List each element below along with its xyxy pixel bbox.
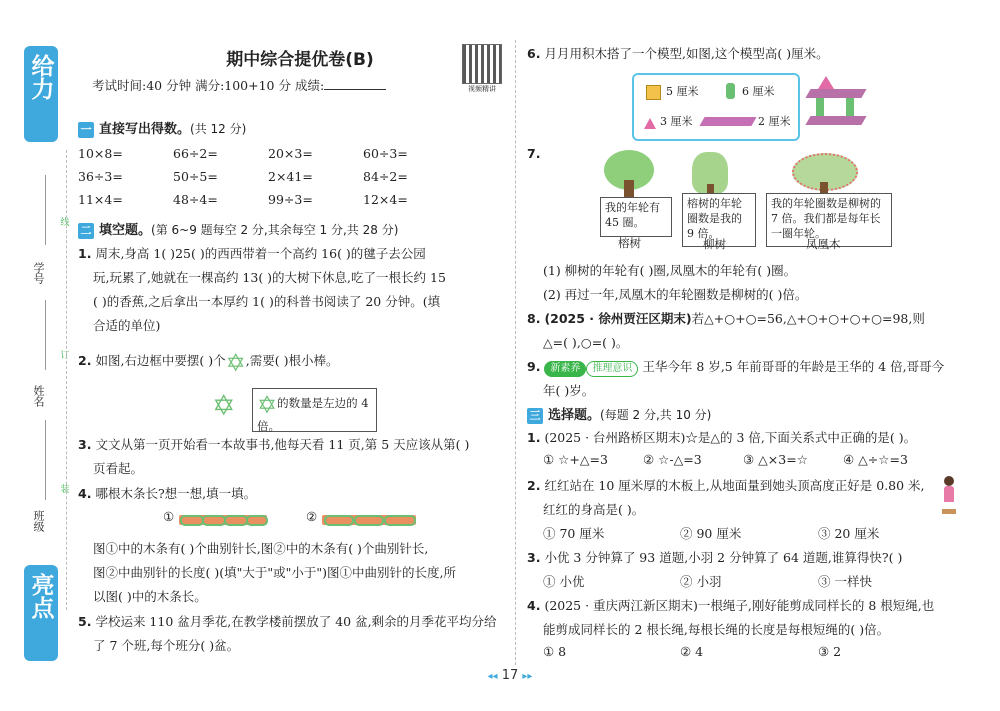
- c4-option-3[interactable]: ③ 2: [818, 644, 842, 659]
- c1-option-2[interactable]: ② ☆-△=3: [643, 452, 702, 467]
- calc-item[interactable]: 2×41=: [268, 169, 313, 184]
- c1-option-1[interactable]: ① ☆+△=3: [543, 452, 608, 467]
- c4-option-1[interactable]: ① 8: [543, 644, 567, 659]
- cut-mark-icon: 线: [60, 218, 70, 228]
- section-1-num: 一: [78, 122, 94, 138]
- q2-box-note: 的数量是左边的 4 倍。: [257, 396, 369, 433]
- c2-option-1[interactable]: ① 70 厘米: [543, 526, 605, 541]
- cylinder-block-icon: [726, 83, 735, 99]
- q2-number: 2.: [78, 353, 92, 368]
- paperclip-icon: [180, 515, 204, 526]
- banyan-trunk: [624, 180, 634, 198]
- brand-tab-top: [24, 46, 58, 142]
- page-footer: [480, 668, 540, 683]
- q4-number: 4.: [78, 486, 92, 501]
- q3-line-2: 页看起。: [93, 461, 144, 476]
- calc-row: [78, 188, 458, 211]
- tree-name-willow: 柳树: [703, 237, 726, 251]
- paperclip-icon: [224, 515, 248, 526]
- new-literacy-badge: 新素养: [544, 361, 586, 377]
- paperclip-icon: [202, 515, 226, 526]
- q9-line-2[interactable]: 年( )岁。: [543, 383, 595, 398]
- board-block-icon: [699, 117, 756, 126]
- brand-tab-bottom: [24, 565, 58, 661]
- q2-text-a[interactable]: 如图,右边框中要摆( )个: [95, 353, 226, 368]
- calc-item[interactable]: 10×8=: [78, 146, 123, 161]
- q5-number: 5.: [78, 614, 92, 629]
- calc-item[interactable]: 84÷2=: [363, 169, 408, 184]
- cut-mark-icon: 订: [60, 351, 70, 361]
- q7-sub-1[interactable]: (1) 柳树的年轮有( )圈,凤凰木的年轮有( )圈。: [543, 263, 797, 278]
- calc-item[interactable]: 60÷3=: [363, 146, 408, 161]
- section-1-note: (共 12 分): [190, 122, 247, 136]
- section-2-title: 填空题。: [99, 223, 152, 238]
- block-legend-box: [632, 73, 800, 141]
- q8-number: 8.: [527, 311, 541, 326]
- calc-item[interactable]: 50÷5=: [173, 169, 218, 184]
- qr-code-icon: [462, 44, 502, 84]
- calc-item[interactable]: 99÷3=: [268, 192, 313, 207]
- q6-text[interactable]: 月月用积木搭了一个模型,如图,这个模型高( )厘米。: [544, 46, 829, 61]
- c4-line-2[interactable]: 能剪成同样长的 2 根长绳,每根长绳的长度是每根短绳的( )倍。: [543, 622, 890, 637]
- q8-line-1: [527, 309, 925, 327]
- c3-text[interactable]: 小优 3 分钟算了 93 道题,小羽 2 分钟算了 64 道题,谁算得快?( ): [544, 550, 903, 565]
- binding-strip: [0, 0, 70, 711]
- c4-option-2[interactable]: ② 4: [680, 644, 704, 659]
- paperclip-icon: [354, 515, 384, 526]
- q2-text-b[interactable]: ,需要( )根小棒。: [245, 353, 339, 368]
- q7-number: [527, 146, 540, 161]
- c3-option-2[interactable]: ② 小羽: [680, 574, 722, 589]
- tree-name-phoenix: 凤凰木: [806, 237, 841, 251]
- c1-option-4[interactable]: ④ △÷☆=3: [843, 452, 908, 467]
- c3-line: [527, 548, 902, 566]
- section-2-note: (第 6~9 题每空 2 分,其余每空 1 分,共 28 分): [151, 223, 399, 237]
- class-label: 班级: [32, 510, 45, 532]
- section-2-heading: [78, 219, 398, 239]
- c2-number: 2.: [527, 478, 541, 493]
- student-id-label: 学号: [32, 262, 45, 284]
- c2-option-3[interactable]: ③ 20 厘米: [818, 526, 880, 541]
- calc-item[interactable]: 11×4=: [78, 192, 123, 207]
- paperclip-icon: [384, 515, 416, 526]
- tree-name-banyan: 榕树: [618, 236, 641, 250]
- q9-number: 9.: [527, 359, 541, 374]
- c3-number: 3.: [527, 550, 541, 565]
- cube-block-icon: [646, 85, 661, 100]
- q1-line-2[interactable]: 玩,玩累了,她就在一棵高约 13( )的大树下休息,吃了一根长约 15: [93, 270, 446, 285]
- q1-line-3[interactable]: ( )的香蕉,之后拿出一本厚约 1( )的科普书阅读了 20 分钟。(填: [93, 294, 441, 309]
- q4-figure-1-label: ①: [163, 509, 175, 524]
- section-3-note: (每题 2 分,共 10 分): [600, 408, 712, 422]
- q7-number-text: 7.: [527, 146, 541, 161]
- model-top-triangle-icon: [818, 76, 834, 89]
- brand-tab-top-text: 给力: [27, 54, 54, 100]
- exam-meta-text: 考试时间:40 分钟 满分:100+10 分 成绩:: [92, 78, 325, 93]
- q4-intro: [78, 484, 256, 502]
- c2-line-1: [527, 476, 925, 494]
- paperclip-icon: [246, 515, 268, 526]
- section-2-num: 二: [78, 223, 94, 239]
- q5-line-1: [78, 612, 497, 630]
- prev-arrow-icon: ◂◂: [487, 671, 498, 682]
- q8-equation: 若△+○+○=56,△+○+○+○+○=98,则: [691, 311, 925, 326]
- section-3-title: 选择题。: [548, 408, 601, 423]
- calc-item[interactable]: 20×3=: [268, 146, 313, 161]
- cut-mark-icon: 装: [60, 485, 70, 495]
- q5-text-1: 学校运来 110 盆月季花,在教学楼前摆放了 40 盆,剩余的月季花平均分给: [95, 614, 497, 629]
- calc-row: [78, 165, 458, 188]
- name-line: [45, 300, 46, 370]
- c4-text-1: (2025 · 重庆两江新区期末)一根绳子,刚好能剪成同样长的 8 根短绳,也: [544, 598, 935, 613]
- calc-item[interactable]: 66÷2=: [173, 146, 218, 161]
- q1-line-4: 合适的单位): [93, 318, 161, 333]
- q2-answer-box[interactable]: [252, 388, 377, 432]
- q3-number: 3.: [78, 437, 92, 452]
- calc-item[interactable]: 12×4=: [363, 192, 408, 207]
- student-id-line: [45, 175, 46, 245]
- c1-line: [527, 428, 916, 446]
- model-lower-board-icon: [805, 116, 866, 125]
- q1-line-1: [78, 244, 426, 262]
- calc-item[interactable]: 36÷3=: [78, 169, 123, 184]
- qr-code[interactable]: [462, 44, 502, 93]
- next-arrow-icon: ▸▸: [522, 671, 533, 682]
- hexagram-icon: ✡: [225, 349, 246, 377]
- section-3-heading: [527, 404, 711, 424]
- page-number: 17: [501, 668, 519, 683]
- q3-line-1: [78, 435, 469, 453]
- score-blank[interactable]: [324, 77, 386, 90]
- reasoning-badge: 推理意识: [586, 361, 638, 377]
- block-label-6cm: 6 厘米: [742, 85, 775, 98]
- q1-number: 1.: [78, 246, 92, 261]
- q7-sub-2[interactable]: (2) 再过一年,凤凰木的年轮圈数是柳树的( )倍。: [543, 287, 808, 302]
- c2-line-2[interactable]: 红红的身高是( )。: [543, 502, 645, 517]
- c3-option-3[interactable]: ③ 一样快: [818, 574, 872, 589]
- section-1-heading: [78, 118, 246, 138]
- q5-line-2[interactable]: 了 7 个班,每个班分( )盆。: [93, 638, 240, 653]
- qr-caption: 视频精讲: [468, 85, 496, 93]
- brand-tab-bottom-text: 亮点: [27, 573, 54, 619]
- q9-line-1: [527, 357, 944, 377]
- c1-text[interactable]: (2025 · 台州路桥区期末)☆是△的 3 倍,下面关系式中正确的是( )。: [544, 430, 917, 445]
- q2-line: [78, 349, 338, 377]
- q4-figure-2-label: ②: [306, 509, 318, 524]
- tree-note-phoenix: 我的年轮圈数是柳树的 7 倍。我们都是每年长一圈年轮。: [766, 193, 892, 247]
- tree-note-banyan: 我的年轮有 45 圈。: [600, 197, 672, 237]
- name-label: 姓名: [32, 385, 45, 407]
- triangle-block-icon: [644, 118, 656, 129]
- q6-line: [527, 44, 829, 62]
- q6-number: 6.: [527, 46, 541, 61]
- block-label-3cm: 3 厘米: [660, 115, 693, 128]
- girl-on-board-icon: [942, 476, 956, 514]
- calc-grid: [78, 142, 458, 211]
- block-label-5cm: 5 厘米: [666, 85, 699, 98]
- exam-meta: [92, 76, 386, 94]
- q8-answer-line[interactable]: △=( ),○=( )。: [543, 335, 629, 350]
- hexagram-icon: ✡: [257, 391, 278, 419]
- c3-option-1[interactable]: ① 小优: [543, 574, 585, 589]
- tree-note-willow: 榕树的年轮圈数是我的 9 倍。: [682, 193, 756, 247]
- q9-text: 王华今年 8 岁,5 年前哥哥的年龄是王华的 4 倍,哥哥今: [642, 359, 945, 374]
- column-divider: [515, 40, 516, 665]
- c1-option-3[interactable]: ③ △×3=☆: [743, 452, 808, 467]
- block-label-2cm: 2 厘米: [758, 115, 791, 128]
- c4-number: 4.: [527, 598, 541, 613]
- q4-line-1[interactable]: 图①中的木条有( )个曲别针长,图②中的木条有( )个曲别针长,: [93, 541, 429, 556]
- class-line: [45, 420, 46, 500]
- calc-row: [78, 142, 458, 165]
- c1-number: 1.: [527, 430, 541, 445]
- q8-source: (2025 · 徐州贾汪区期末): [544, 311, 692, 326]
- c4-line-1: [527, 596, 934, 614]
- page-title: 期中综合提优卷(B): [226, 50, 374, 70]
- section-3-num: 三: [527, 408, 543, 424]
- hexagram-icon: ✡: [212, 389, 236, 422]
- paperclip-icon: [324, 515, 354, 526]
- calc-item[interactable]: 48÷4=: [173, 192, 218, 207]
- model-upper-board-icon: [805, 89, 866, 98]
- section-1-title: 直接写出得数。: [99, 122, 191, 137]
- q1-text-1[interactable]: 周末,身高 1( )25( )的西西带着一个高约 16( )的毽子去公园: [95, 246, 426, 261]
- q4-line-3[interactable]: 以图( )中的木条长。: [93, 589, 207, 604]
- c2-option-2[interactable]: ② 90 厘米: [680, 526, 742, 541]
- q4-line-2[interactable]: 图②中曲别针的长度( )(填"大于"或"小于")图①中曲别针的长度,所: [93, 565, 456, 580]
- q3-text-1[interactable]: 文文从第一页开始看一本故事书,他每天看 11 页,第 5 天应该从第( ): [95, 437, 470, 452]
- q4-intro-text: 哪根木条长?想一想,填一填。: [95, 486, 257, 501]
- model-right-column-icon: [846, 98, 854, 116]
- binding-dashed-line: [66, 150, 67, 610]
- c2-text-1: 红红站在 10 厘米厚的木板上,从地面量到她头顶高度正好是 0.80 米,: [544, 478, 925, 493]
- model-left-column-icon: [816, 98, 824, 116]
